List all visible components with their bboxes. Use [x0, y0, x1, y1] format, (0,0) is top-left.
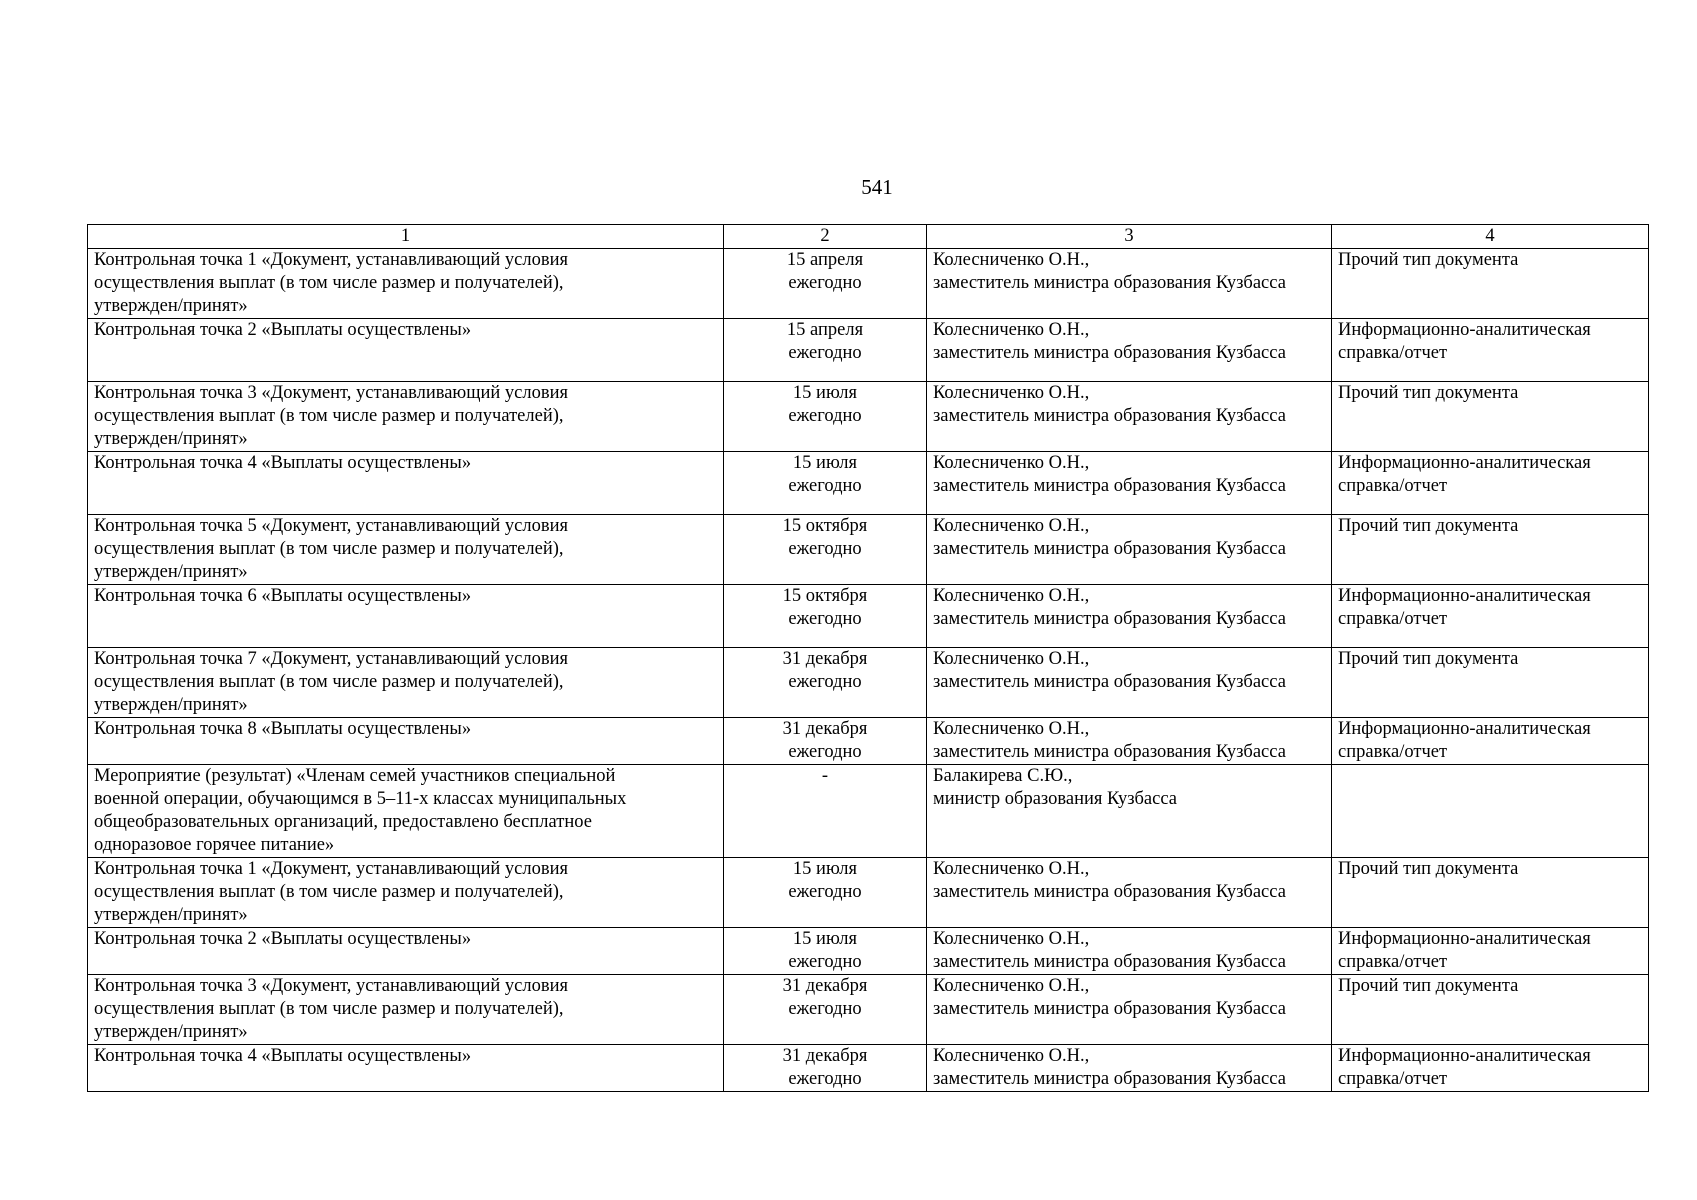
cell-text-line: справка/отчет	[1338, 952, 1448, 972]
activity-cell	[88, 648, 724, 718]
cell-text-line: справка/отчет	[1338, 343, 1448, 363]
cell-text-line: Колесниченко О.Н.,	[933, 586, 1090, 606]
document-type-cell	[1332, 585, 1649, 648]
activity-cell	[88, 249, 724, 319]
cell-text-line: заместитель министра образования Кузбасса	[933, 406, 1286, 426]
activity-cell	[88, 585, 724, 648]
header-cell-4: 4	[1332, 225, 1649, 249]
deadline-cell	[724, 975, 927, 1045]
deadline-cell	[724, 1045, 927, 1092]
responsible-cell	[927, 452, 1332, 515]
document-type-cell	[1332, 319, 1649, 382]
document-type-cell	[1332, 858, 1649, 928]
cell-text-line: Контрольная точка 8 «Выплаты осуществлены»	[94, 719, 472, 739]
document-type-cell	[1332, 382, 1649, 452]
cell-text-line: осуществления выплат (в том числе размер и получателей),	[94, 539, 564, 559]
table-row	[88, 928, 1649, 975]
cell-text-line: осуществления выплат (в том числе размер и получателей),	[94, 672, 564, 692]
responsible-cell	[927, 765, 1332, 858]
cell-text-line: ежегодно	[788, 1069, 862, 1089]
cell-text-line: утвержден/принят»	[94, 1022, 248, 1042]
cell-text-line: Колесниченко О.Н.,	[933, 859, 1090, 879]
cell-text-line: заместитель министра образования Кузбасса	[933, 476, 1286, 496]
cell-text-line: ежегодно	[788, 406, 862, 426]
deadline-cell	[724, 319, 927, 382]
cell-text-line: 15 апреля	[786, 320, 864, 340]
cell-text-line: ежегодно	[788, 672, 862, 692]
cell-text-line: ежегодно	[788, 742, 862, 762]
activity-cell	[88, 765, 724, 858]
cell-text-line: Контрольная точка 2 «Выплаты осуществлены»	[94, 320, 472, 340]
cell-text-line: Контрольная точка 2 «Выплаты осуществлены»	[94, 929, 472, 949]
document-type-cell	[1332, 452, 1649, 515]
cell-text-line: 31 декабря	[782, 649, 868, 669]
cell-text-line: Контрольная точка 1 «Документ, устанавливающий условия	[94, 250, 568, 270]
cell-text-line: заместитель министра образования Кузбасса	[933, 882, 1286, 902]
responsible-cell	[927, 585, 1332, 648]
cell-text-line: ежегодно	[788, 343, 862, 363]
table-row	[88, 452, 1649, 515]
activity-cell	[88, 319, 724, 382]
cell-text-line: утвержден/принят»	[94, 429, 248, 449]
cell-text-line: 15 июля	[792, 859, 858, 879]
table-row	[88, 515, 1649, 585]
document-type-cell	[1332, 718, 1649, 765]
activity-cell	[88, 452, 724, 515]
cell-text-line: -	[821, 766, 829, 786]
cell-text-line: заместитель министра образования Кузбасса	[933, 672, 1286, 692]
cell-text-line: справка/отчет	[1338, 742, 1448, 762]
table-row	[88, 648, 1649, 718]
document-type-cell	[1332, 515, 1649, 585]
activity-cell	[88, 718, 724, 765]
cell-text-line: 31 декабря	[782, 976, 868, 996]
cell-text-line: 15 июля	[792, 453, 858, 473]
responsible-cell	[927, 319, 1332, 382]
cell-text-line: осуществления выплат (в том числе размер и получателей),	[94, 406, 564, 426]
responsible-cell	[927, 975, 1332, 1045]
cell-text-line: Контрольная точка 4 «Выплаты осуществлены»	[94, 1046, 472, 1066]
document-type-cell	[1332, 1045, 1649, 1092]
cell-text-line: ежегодно	[788, 952, 862, 972]
cell-text-line: военной операции, обучающимся в 5–11-х классах муниципальных	[94, 789, 627, 809]
cell-text-line: Колесниченко О.Н.,	[933, 976, 1090, 996]
cell-text-line: Информационно-аналитическая	[1338, 320, 1591, 340]
cell-text-line: 15 июля	[792, 929, 858, 949]
responsible-cell	[927, 648, 1332, 718]
cell-text-line: ежегодно	[788, 273, 862, 293]
cell-text-line: заместитель министра образования Кузбасса	[933, 999, 1286, 1019]
cell-text-line: Контрольная точка 3 «Документ, устанавливающий условия	[94, 383, 568, 403]
cell-text-line: Прочий тип документа	[1338, 649, 1519, 669]
responsible-cell	[927, 718, 1332, 765]
cell-text-line: справка/отчет	[1338, 609, 1448, 629]
cell-text-line: ежегодно	[788, 882, 862, 902]
cell-text-line: заместитель министра образования Кузбасса	[933, 609, 1286, 629]
table-row	[88, 585, 1649, 648]
cell-text-line: заместитель министра образования Кузбасса	[933, 343, 1286, 363]
cell-text-line: утвержден/принят»	[94, 905, 248, 925]
control-points-table	[87, 224, 1649, 1092]
cell-text-line: 15 октября	[782, 586, 868, 606]
responsible-cell	[927, 515, 1332, 585]
cell-text-line: утвержден/принят»	[94, 296, 248, 316]
activity-cell	[88, 975, 724, 1045]
cell-text-line: Прочий тип документа	[1338, 516, 1519, 536]
table-header-row	[88, 225, 1649, 249]
document-type-cell	[1332, 928, 1649, 975]
cell-text-line: заместитель министра образования Кузбасса	[933, 952, 1286, 972]
cell-text-line: 31 декабря	[782, 719, 868, 739]
deadline-cell	[724, 249, 927, 319]
cell-text-line: Колесниченко О.Н.,	[933, 383, 1090, 403]
document-type-cell	[1332, 975, 1649, 1045]
cell-text-line: справка/отчет	[1338, 1069, 1448, 1089]
cell-text-line: 15 апреля	[786, 250, 864, 270]
responsible-cell	[927, 249, 1332, 319]
document-type-cell	[1332, 249, 1649, 319]
cell-text-line: Колесниченко О.Н.,	[933, 649, 1090, 669]
cell-text-line: Колесниченко О.Н.,	[933, 453, 1090, 473]
cell-text-line: Информационно-аналитическая	[1338, 719, 1591, 739]
table-row	[88, 249, 1649, 319]
deadline-cell	[724, 858, 927, 928]
responsible-cell	[927, 928, 1332, 975]
cell-text-line: справка/отчет	[1338, 476, 1448, 496]
table-body	[88, 225, 1649, 1092]
cell-text-line: осуществления выплат (в том числе размер и получателей),	[94, 273, 564, 293]
deadline-cell	[724, 515, 927, 585]
activity-cell	[88, 515, 724, 585]
cell-text-line: Контрольная точка 5 «Документ, устанавливающий условия	[94, 516, 568, 536]
deadline-cell	[724, 928, 927, 975]
cell-text-line: заместитель министра образования Кузбасса	[933, 273, 1286, 293]
cell-text-line: Колесниченко О.Н.,	[933, 719, 1090, 739]
cell-text-line: Прочий тип документа	[1338, 250, 1519, 270]
cell-text-line: Прочий тип документа	[1338, 976, 1519, 996]
cell-text-line: утвержден/принят»	[94, 695, 248, 715]
cell-text-line: ежегодно	[788, 609, 862, 629]
deadline-cell	[724, 648, 927, 718]
header-cell-3: 3	[927, 225, 1332, 249]
table-row	[88, 718, 1649, 765]
activity-cell	[88, 382, 724, 452]
document-type-cell	[1332, 648, 1649, 718]
deadline-cell	[724, 452, 927, 515]
cell-text-line: Контрольная точка 6 «Выплаты осуществлены»	[94, 586, 472, 606]
cell-text-line: одноразовое горячее питание»	[94, 835, 335, 855]
cell-text-line: Балакирева С.Ю.,	[933, 766, 1073, 786]
cell-text-line: 31 декабря	[782, 1046, 868, 1066]
deadline-cell	[724, 718, 927, 765]
cell-text-line: общеобразовательных организаций, предоставлено бесплатное	[94, 812, 592, 832]
cell-text-line: Контрольная точка 4 «Выплаты осуществлены»	[94, 453, 472, 473]
responsible-cell	[927, 858, 1332, 928]
deadline-cell	[724, 765, 927, 858]
cell-text-line: Контрольная точка 1 «Документ, устанавливающий условия	[94, 859, 568, 879]
cell-text-line: Информационно-аналитическая	[1338, 586, 1591, 606]
cell-text-line: Колесниченко О.Н.,	[933, 320, 1090, 340]
header-cell-1: 1	[88, 225, 724, 249]
table-row	[88, 765, 1649, 858]
cell-text-line: ежегодно	[788, 999, 862, 1019]
activity-cell	[88, 1045, 724, 1092]
deadline-cell	[724, 585, 927, 648]
table-row	[88, 858, 1649, 928]
responsible-cell	[927, 382, 1332, 452]
cell-text-line: Мероприятие (результат) «Членам семей участников специальной	[94, 766, 616, 786]
cell-text-line: Колесниченко О.Н.,	[933, 1046, 1090, 1066]
cell-text-line: Колесниченко О.Н.,	[933, 929, 1090, 949]
cell-text-line: заместитель министра образования Кузбасса	[933, 742, 1286, 762]
cell-text-line: Колесниченко О.Н.,	[933, 250, 1090, 270]
cell-text-line: утвержден/принят»	[94, 562, 248, 582]
cell-text-line: Контрольная точка 3 «Документ, устанавливающий условия	[94, 976, 568, 996]
cell-text-line: осуществления выплат (в том числе размер и получателей),	[94, 999, 564, 1019]
cell-text-line: заместитель министра образования Кузбасса	[933, 539, 1286, 559]
page-number: 541	[861, 175, 893, 199]
table-row	[88, 382, 1649, 452]
cell-text-line: Контрольная точка 7 «Документ, устанавливающий условия	[94, 649, 568, 669]
cell-text-line: ежегодно	[788, 476, 862, 496]
header-cell-2: 2	[724, 225, 927, 249]
document-type-cell	[1332, 765, 1649, 858]
activity-cell	[88, 928, 724, 975]
table-row	[88, 319, 1649, 382]
cell-text-line: Прочий тип документа	[1338, 859, 1519, 879]
deadline-cell	[724, 382, 927, 452]
cell-text-line: Информационно-аналитическая	[1338, 1046, 1591, 1066]
responsible-cell	[927, 1045, 1332, 1092]
cell-text-line: Прочий тип документа	[1338, 383, 1519, 403]
cell-text-line: Колесниченко О.Н.,	[933, 516, 1090, 536]
cell-text-line: Информационно-аналитическая	[1338, 453, 1591, 473]
activity-cell	[88, 858, 724, 928]
cell-text-line: заместитель министра образования Кузбасса	[933, 1069, 1286, 1089]
table-row	[88, 1045, 1649, 1092]
cell-text-line: Информационно-аналитическая	[1338, 929, 1591, 949]
table-row	[88, 975, 1649, 1045]
cell-text-line: 15 октября	[782, 516, 868, 536]
cell-text-line: министр образования Кузбасса	[933, 789, 1178, 809]
cell-text-line: 15 июля	[792, 383, 858, 403]
cell-text-line: осуществления выплат (в том числе размер и получателей),	[94, 882, 564, 902]
cell-text-line: ежегодно	[788, 539, 862, 559]
